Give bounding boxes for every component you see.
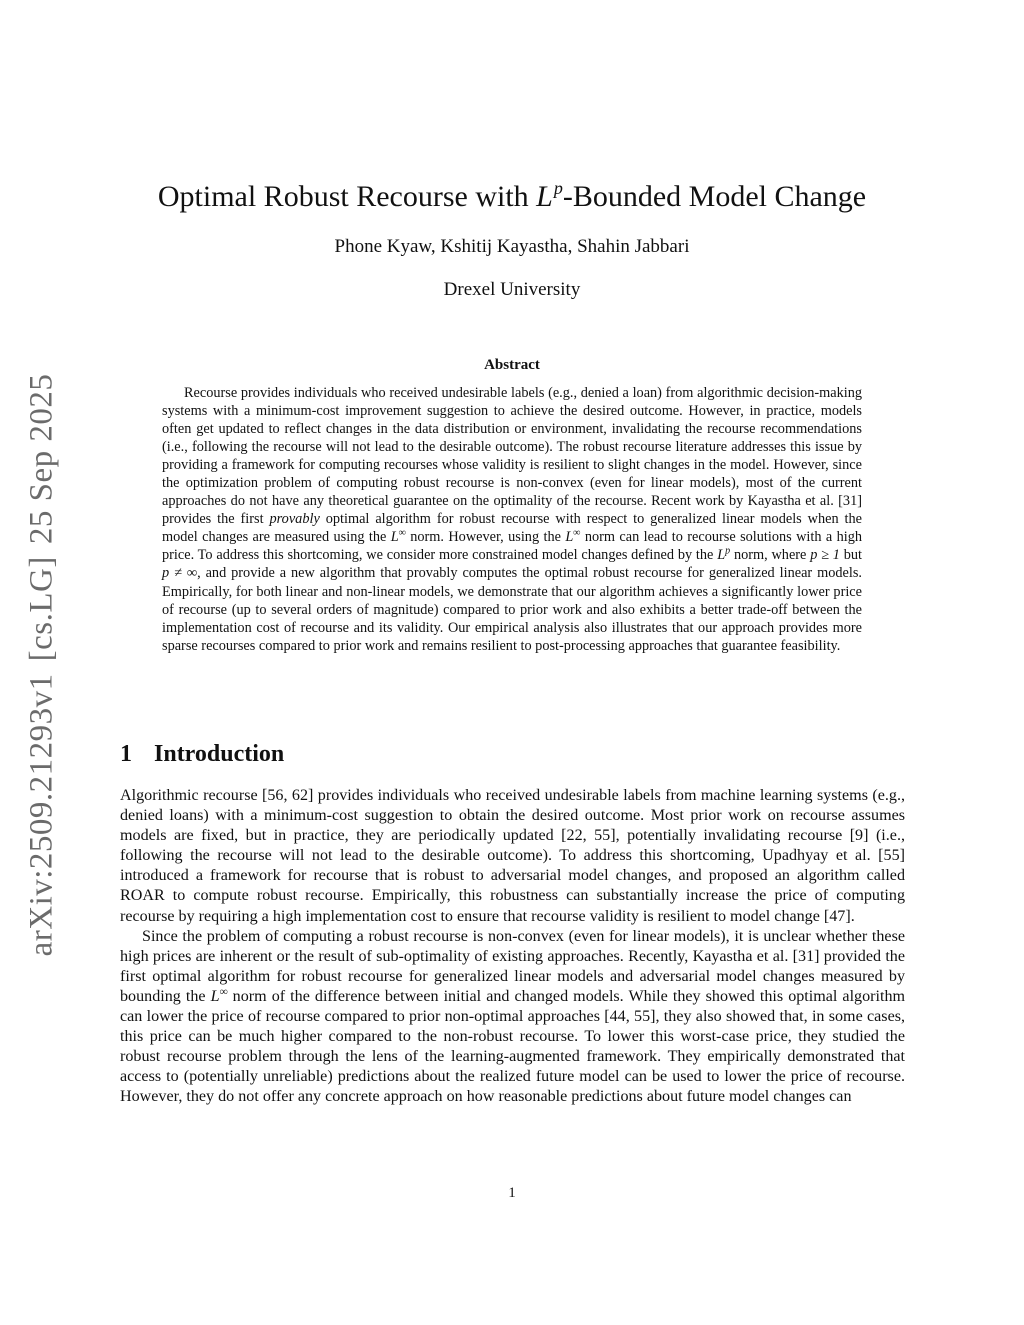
arxiv-category: [cs.LG] <box>23 556 60 662</box>
math-L-inf <box>210 985 228 1005</box>
abstract-body <box>162 384 862 655</box>
abstract-text: , and provide a new algorithm that provably computes the optimal robust recourse for generalized linear models. Empirically, for both linear and non-linear models, we demonstrate that our algorithm achieves a significantly lower price of recourse (up to several orders of magnitude) compared to prior work and also exhibits a better trade-off between the implementation cost of recourse and its validity. Our empirical analysis also illustrates that our approach provides more sparse recourses compared to prior work and remains resilient to post-processing approaches that guarantee feasibility. <box>162 565 862 654</box>
arxiv-id: arXiv:2509.21293v1 <box>23 673 60 957</box>
math-var: L <box>717 547 726 564</box>
abstract-text: but <box>843 547 862 564</box>
introduction-body <box>120 786 905 1108</box>
section-title: Introduction <box>154 741 285 767</box>
math-var: L <box>565 529 574 546</box>
math-sup: ∞ <box>573 527 581 539</box>
math-sup: p <box>725 545 731 557</box>
intro-text: norm of the difference between initial and changed models. While they showed this optimal algorithm can lower the price of recourse compared to prior non-optimal approaches [44, 55], they also showed that, in some cases, this price can be much higher compared to the non-robust recourse. To lower this worst-case price, they studied the robust recourse problem through the lens of the learning-augmented framework. They empirically demonstrated that access to (potentially unreliable) predictions about the realized future model can be used to lower the price of recourse. However, they do not offer any concrete approach on how reasonable predictions about future model changes can <box>120 987 906 1106</box>
arxiv-identifier-stamp <box>24 368 61 963</box>
math-var: L <box>210 987 220 1005</box>
abstract-text: norm, where <box>733 547 807 564</box>
affiliation: Drexel University <box>443 279 581 300</box>
math-L-inf <box>391 529 406 545</box>
paper-title <box>0 178 1024 214</box>
title-math-L: L <box>536 180 553 213</box>
abstract-emphasis: provably <box>269 511 320 528</box>
abstract-text: norm can lead to recourse solutions with a high price. To address this shortcoming, we consider more constrained model changes defined by the <box>162 529 863 564</box>
abstract-text: Recourse provides individuals who received undesirable labels (e.g., denied a loan) from algorithmic decision-making systems with a minimum-cost improvement suggestion to achieve the desired outcome. However, in practice, models often get updated to reflect changes in the data distribution or environment, invalidating the recourse recommendations (i.e., following the recourse will not lead to the desirable outcome). The robust recourse literature addresses this issue by providing a framework for computing recourses whose validity is resilient to slight changes in the model. However, since the optimization problem of computing robust recourse is non-convex (even for linear models), most of the current approaches do not have any theoretical guarantee on the optimality of the recourse. Recent work by Kayastha et al. [31] provides the first <box>162 385 862 528</box>
arxiv-date: 25 Sep 2025 <box>23 373 60 545</box>
abstract-text: norm. However, using the <box>410 529 561 546</box>
math-var: L <box>390 529 399 546</box>
section-number: 1 <box>120 741 132 767</box>
intro-paragraph-1: Algorithmic recourse [56, 62] provides individuals who received undesirable labels from machine learning systems (e.g., denied loans) with a minimum-cost suggestion to obtain the desired outcome. Most prior work on recourse assumes models are fixed, but in practice, they are periodically updated [22, 55], potentially invalidating recourse [9] (i.e., following the recourse will not lead to the desirable outcome). To address this shortcoming, Upadhyay et al. [55] introduced a framework for recourse that is robust to adversarial model changes, and proposed an algorithm called ROAR to compute robust recourse. Empirically, this robustness can substantially increase the price of computing recourse by requiring a high implementation cost to ensure that recourse validity is resilient to model change [47]. <box>120 787 905 925</box>
math-sup: ∞ <box>398 527 406 539</box>
title-text-end: -Bounded Model Change <box>562 180 867 213</box>
abstract-heading: Abstract <box>484 357 540 373</box>
intro-text: Since the problem of computing a robust recourse is non-convex (even for linear models), it is unclear whether these high prices are inherent or the result of sub-optimality of existing approaches. Recently, Kayastha et al. [31] provided the first optimal algorithm for robust recourse for generalized linear models and adversarial model changes measured by bounding the <box>120 927 905 1005</box>
page-number: 1 <box>508 1185 516 1201</box>
title-text-start: Optimal Robust Recourse with <box>157 180 529 213</box>
math-p-neq-inf: p ≠ ∞ <box>162 565 198 582</box>
section-heading-introduction <box>120 741 284 768</box>
math-L-inf <box>565 529 580 545</box>
math-L-p <box>717 547 730 563</box>
math-sup: ∞ <box>219 985 228 998</box>
intro-paragraph-2 <box>120 927 905 1108</box>
author-list: Phone Kyaw, Kshitij Kayastha, Shahin Jabbari <box>334 236 690 257</box>
math-p-geq-1: p ≥ 1 <box>810 547 840 564</box>
title-math-p: p <box>553 178 563 198</box>
abstract-text: optimal algorithm for robust recourse with respect to generalized linear models when the model changes are measured using the <box>162 511 862 546</box>
